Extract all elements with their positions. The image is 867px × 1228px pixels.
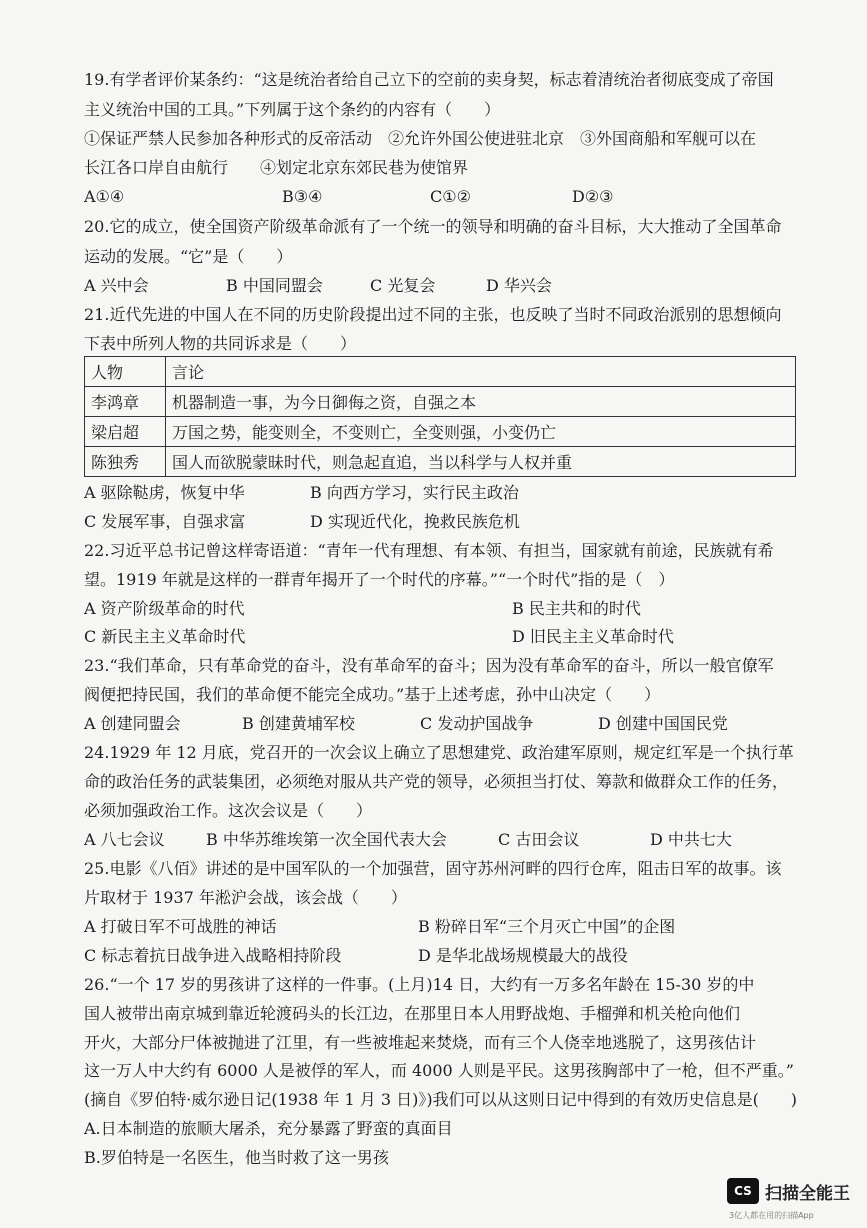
q26-stem-line3: 开火，大部分尸体被抛进了江里，有一些被堆起来焚烧，而有三个人侥幸地逃脱了，这男孩估计	[84, 1033, 757, 1052]
watermark-brand: 扫描全能王	[765, 1184, 850, 1204]
q20-option-c: C 光复会	[370, 276, 436, 295]
q25-stem-line1: 25.电影《八佰》讲述的是中国军队的一个加强营，固守苏州河畔的四行仓库，阻击日军的故事。该	[84, 859, 782, 878]
q23-stem-line1: 23.“我们革命，只有革命党的奋斗，没有革命军的奋斗；因为没有革命军的奋斗，所以一般官僚军	[84, 656, 774, 675]
q22-option-b: B 民主共和的时代	[512, 599, 641, 618]
q23-stem-line2: 阀便把持民国，我们的革命便不能完全成功。”基于上述考虑，孙中山决定（ ）	[84, 685, 661, 704]
q24-option-a: A 八七会议	[84, 830, 165, 849]
scanner-watermark	[727, 1176, 857, 1224]
q26-stem-line1: 26.“一个 17 岁的男孩讲了这样的一件事。(上月)14 日，大约有一万多名年龄在 15-30 岁的中	[84, 975, 755, 994]
table-row	[85, 447, 796, 477]
q20-option-a: A 兴中会	[84, 276, 149, 295]
q26-option-a: A.日本制造的旅顺大屠杀，充分暴露了野蛮的真面目	[84, 1119, 453, 1138]
q26-option-b: B.罗伯特是一名医生，他当时救了这一男孩	[84, 1148, 389, 1167]
q24-stem-line1: 24.1929 年 12 月底，党召开的一次会议上确立了思想建党、政治建军原则，规定红军是一个执行革	[84, 743, 794, 762]
q20-option-d: D 华兴会	[486, 276, 552, 295]
q23-option-d: D 创建中国国民党	[598, 714, 728, 733]
table-cell-quote: 国人而欲脱蒙昧时代，则急起直追，当以科学与人权并重	[166, 447, 796, 477]
q21-option-d: D 实现近代化，挽救民族危机	[310, 512, 520, 531]
q21-option-b: B 向西方学习，实行民主政治	[310, 483, 519, 502]
q24-option-b: B 中华苏维埃第一次全国代表大会	[206, 830, 447, 849]
q21-stem-line2: 下表中所列人物的共同诉求是（ ）	[84, 334, 357, 353]
q26-stem-line5: (摘自《罗伯特·威尔逊日记(1938 年 1 月 3 日)》)我们可以从这则日记中得到的有效历史信息是( )	[84, 1090, 798, 1109]
q19-stem-line4: 长江各口岸自由航行 ④划定北京东郊民巷为使馆界	[84, 158, 469, 177]
q19-option-b: B③④	[282, 187, 323, 206]
quote-table	[84, 356, 796, 477]
table-cell-person: 梁启超	[85, 417, 166, 447]
q21-option-c: C 发展军事，自强求富	[84, 512, 246, 531]
q21-stem-line1: 21.近代先进的中国人在不同的历史阶段提出过不同的主张，也反映了当时不同政治派别的思想倾向	[84, 305, 782, 324]
q21-option-a: A 驱除鞑虏，恢复中华	[84, 483, 245, 502]
q20-stem-line1: 20.它的成立，使全国资产阶级革命派有了一个统一的领导和明确的奋斗目标，大大推动了全国革命	[84, 217, 782, 236]
q22-option-a: A 资产阶级革命的时代	[84, 599, 245, 618]
table-cell-person: 李鸿章	[85, 387, 166, 417]
q19-option-a: A①④	[84, 187, 125, 206]
table-header-quote: 言论	[166, 357, 796, 387]
q25-option-c: C 标志着抗日战争进入战略相持阶段	[84, 946, 342, 965]
table-row	[85, 417, 796, 447]
q19-stem-line2: 主义统治中国的工具。”下列属于这个条约的内容有（ ）	[84, 100, 501, 119]
q19-option-d: D②③	[572, 187, 614, 206]
q19-option-c: C①②	[430, 187, 471, 206]
q22-option-c: C 新民主主义革命时代	[84, 627, 246, 646]
q25-stem-line2: 片取材于 1937 年淞沪会战，该会战（ ）	[84, 888, 407, 907]
q23-option-c: C 发动护国战争	[420, 714, 534, 733]
table-cell-quote: 万国之势，能变则全，不变则亡，全变则强，小变仍亡	[166, 417, 796, 447]
q24-stem-line2: 命的政治任务的武装集团，必须绝对服从共产党的领导，必须担当打仗、筹款和做群众工作的任务，	[84, 772, 789, 791]
q23-option-b: B 创建黄埔军校	[242, 714, 355, 733]
table-header-person: 人物	[85, 357, 166, 387]
q24-option-d: D 中共七大	[650, 830, 732, 849]
table-cell-person: 陈独秀	[85, 447, 166, 477]
table-cell-quote: 机器制造一事，为今日御侮之资，自强之本	[166, 387, 796, 417]
q19-stem-line1: 19.有学者评价某条约：“这是统治者给自己立下的空前的卖身契，标志着清统治者彻底变成了帝国	[84, 70, 774, 89]
q25-option-a: A 打破日军不可战胜的神话	[84, 917, 277, 936]
q23-option-a: A 创建同盟会	[84, 714, 181, 733]
q26-stem-line4: 这一万人中大约有 6000 人是被俘的军人，而 4000 人则是平民。这男孩胸部中了一枪，但不严重。”	[84, 1061, 794, 1080]
q19-stem-line3: ①保证严禁人民参加各种形式的反帝活动 ②允许外国公使进驻北京 ③外国商船和军舰可以在	[84, 129, 757, 148]
q24-option-c: C 古田会议	[498, 830, 580, 849]
q25-option-b: B 粉碎日军“三个月灭亡中国”的企图	[418, 917, 676, 936]
q20-option-b: B 中国同盟会	[226, 276, 323, 295]
table-header-row	[85, 357, 796, 387]
q24-stem-line3: 必须加强政治工作。这次会议是（ ）	[84, 801, 373, 820]
q25-option-d: D 是华北战场规模最大的战役	[418, 946, 628, 965]
q22-option-d: D 旧民主主义革命时代	[512, 627, 674, 646]
q22-stem-line2: 望。1919 年就是这样的一群青年揭开了一个时代的序幕。”“一个时代”指的是（ ）	[84, 570, 675, 589]
q20-stem-line2: 运动的发展。“它”是（ ）	[84, 247, 293, 266]
watermark-tagline: 3亿人都在用的扫描App	[729, 1211, 814, 1220]
camscanner-logo-icon: CS	[727, 1178, 759, 1204]
q22-stem-line1: 22.习近平总书记曾这样寄语道：“青年一代有理想、有本领、有担当，国家就有前途，民族就有希	[84, 541, 774, 560]
q26-stem-line2: 国人被带出南京城到靠近轮渡码头的长江边，在那里日本人用野战炮、手榴弹和机关枪向他们	[84, 1004, 741, 1023]
table-row	[85, 387, 796, 417]
